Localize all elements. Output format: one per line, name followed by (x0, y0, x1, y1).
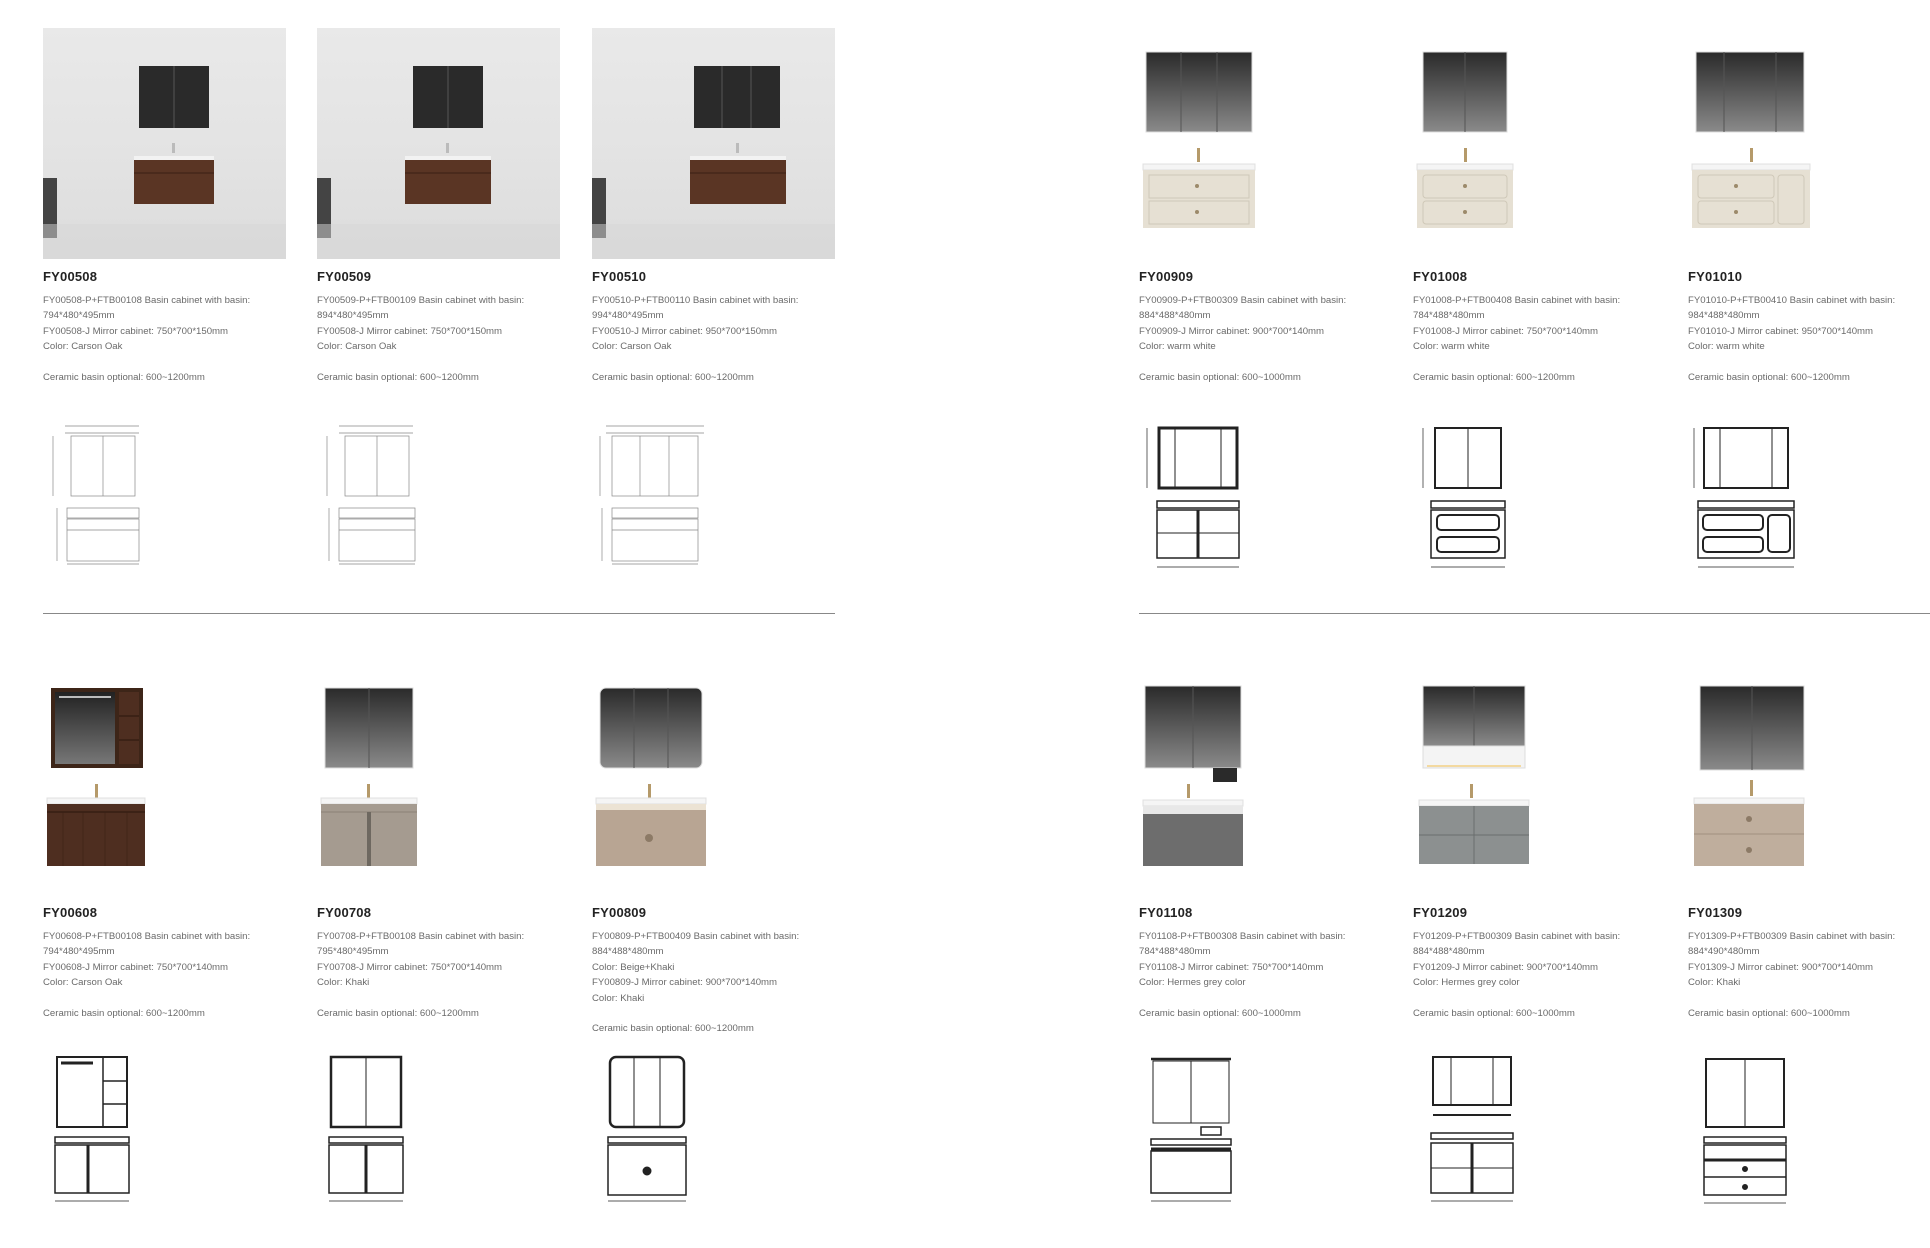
product-code: FY00809 (592, 905, 647, 920)
product-photo (1688, 28, 1930, 259)
product-specs: FY00909-P+FTB00309 Basin cabinet with basin: 884*488*480mm FY00909-J Mirror cabinet: 900*700*140mm Color: warm white Ceramic basin optional: 600~1000mm (1139, 293, 1409, 385)
basin-option: Ceramic basin optional: 600~1200mm (592, 371, 754, 383)
technical-drawing (317, 1049, 437, 1199)
product-code: FY00510 (592, 269, 647, 284)
section-divider (43, 613, 835, 614)
product-code: FY01010 (1688, 269, 1743, 284)
product-photo (317, 28, 560, 259)
product-code: FY01108 (1139, 905, 1193, 920)
product-photo (1139, 664, 1382, 895)
technical-drawing (43, 1049, 163, 1199)
product-specs: FY00510-P+FTB00110 Basin cabinet with basin: 994*480*495mm FY00510-J Mirror cabinet: 950*700*150mm Color: Carson Oak Ceramic basin optional: 600~1200mm (592, 293, 862, 385)
technical-drawing (1413, 411, 1533, 561)
technical-drawing (592, 1049, 712, 1199)
technical-drawing (1413, 1047, 1533, 1197)
technical-drawing (1139, 411, 1259, 561)
basin-option: Ceramic basin optional: 600~1000mm (1413, 1007, 1575, 1019)
product-code: FY00909 (1139, 269, 1194, 284)
product-code: FY01008 (1413, 269, 1468, 284)
technical-drawing (1688, 1047, 1808, 1197)
product-code: FY00509 (317, 269, 372, 284)
product-specs: FY01108-P+FTB00308 Basin cabinet with basin: 784*488*480mm FY01108-J Mirror cabinet: 750*700*140mm Color: Hermes grey color Ceramic basin optional: 600~1000mm (1139, 929, 1409, 1021)
basin-option: Ceramic basin optional: 600~1000mm (1688, 1007, 1850, 1019)
basin-option: Ceramic basin optional: 600~1200mm (1413, 371, 1575, 383)
product-code: FY00608 (43, 905, 98, 920)
product-specs: FY00608-P+FTB00108 Basin cabinet with basin: 794*480*495mm FY00608-J Mirror cabinet: 750*700*140mm Color: Carson Oak Ceramic basin optional: 600~1200mm (43, 929, 313, 1021)
technical-drawing (1688, 411, 1808, 561)
basin-option: Ceramic basin optional: 600~1200mm (43, 1007, 205, 1019)
product-specs: FY01209-P+FTB00309 Basin cabinet with basin: 884*488*480mm FY01209-J Mirror cabinet: 900*700*140mm Color: Hermes grey color Ceramic basin optional: 600~1000mm (1413, 929, 1683, 1021)
product-photo (1139, 28, 1382, 259)
product-specs: FY00509-P+FTB00109 Basin cabinet with basin: 894*480*495mm FY00508-J Mirror cabinet: 750*700*150mm Color: Carson Oak Ceramic basin optional: 600~1200mm (317, 293, 587, 385)
section-divider (1139, 613, 1930, 614)
product-photo (43, 28, 286, 259)
basin-option: Ceramic basin optional: 600~1000mm (1139, 371, 1301, 383)
basin-option: Ceramic basin optional: 600~1200mm (43, 371, 205, 383)
basin-option: Ceramic basin optional: 600~1200mm (317, 371, 479, 383)
product-code: FY00508 (43, 269, 98, 284)
product-specs: FY00708-P+FTB00108 Basin cabinet with basin: 795*480*495mm FY00708-J Mirror cabinet: 750*700*140mm Color: Khaki Ceramic basin optional: 600~1200mm (317, 929, 587, 1021)
basin-option: Ceramic basin optional: 600~1000mm (1139, 1007, 1301, 1019)
product-specs: FY01008-P+FTB00408 Basin cabinet with basin: 784*488*480mm FY01008-J Mirror cabinet: 750*700*140mm Color: warm white Ceramic basin optional: 600~1200mm (1413, 293, 1683, 385)
product-photo (592, 664, 835, 895)
basin-option: Ceramic basin optional: 600~1200mm (317, 1007, 479, 1019)
product-photo (1413, 28, 1656, 259)
technical-drawing (317, 418, 437, 568)
product-specs: FY00508-P+FTB00108 Basin cabinet with basin: 794*480*495mm FY00508-J Mirror cabinet: 750*700*150mm Color: Carson Oak Ceramic basin optional: 600~1200mm (43, 293, 313, 385)
product-code: FY00708 (317, 905, 372, 920)
product-photo (1688, 664, 1930, 895)
product-photo (1413, 664, 1656, 895)
product-photo (43, 664, 286, 895)
technical-drawing (1139, 1049, 1259, 1199)
product-specs: FY00809-P+FTB00409 Basin cabinet with basin: 884*488*480mm Color: Beige+Khaki FY00809-J Mirror cabinet: 900*700*140mm Color: Khaki Ceramic basin optional: 600~1200mm (592, 929, 862, 1037)
basin-option: Ceramic basin optional: 600~1200mm (1688, 371, 1850, 383)
technical-drawing (43, 418, 163, 568)
product-code: FY01309 (1688, 905, 1743, 920)
product-specs: FY01309-P+FTB00309 Basin cabinet with basin: 884*490*480mm FY01309-J Mirror cabinet: 900*700*140mm Color: Khaki Ceramic basin optional: 600~1000mm (1688, 929, 1930, 1021)
product-code: FY01209 (1413, 905, 1468, 920)
product-specs: FY01010-P+FTB00410 Basin cabinet with basin: 984*488*480mm FY01010-J Mirror cabinet: 950*700*140mm Color: warm white Ceramic basin optional: 600~1200mm (1688, 293, 1930, 385)
technical-drawing (592, 418, 712, 568)
product-photo (592, 28, 835, 259)
product-photo (317, 664, 560, 895)
basin-option: Ceramic basin optional: 600~1200mm (592, 1023, 754, 1035)
